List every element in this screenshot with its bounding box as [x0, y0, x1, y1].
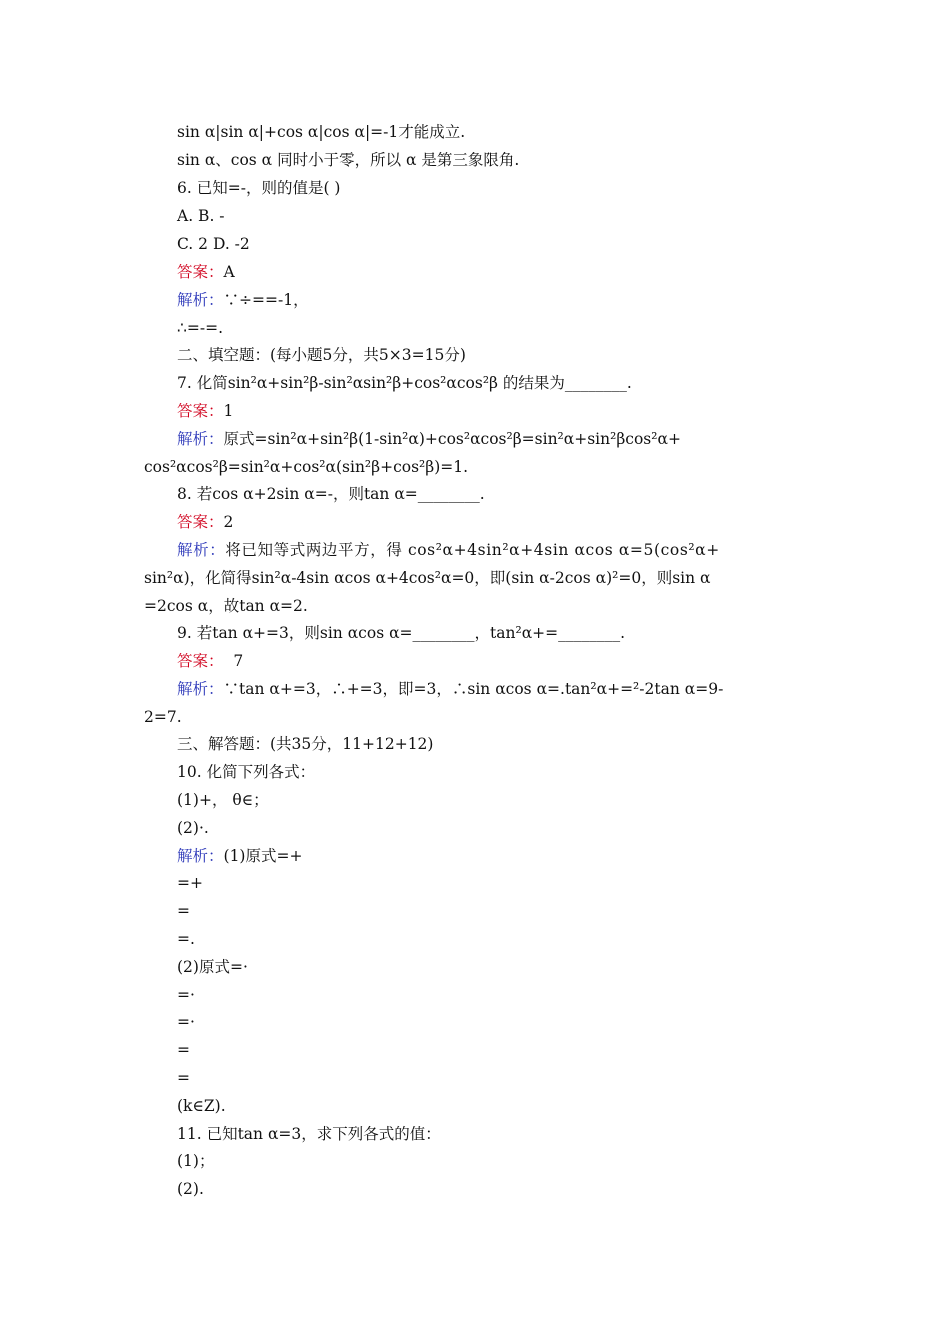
options-cd: C. 2 D. -2 [177, 235, 250, 253]
analysis-line [177, 540, 720, 560]
text-line: =. [177, 930, 195, 948]
answer-value: 1 [223, 402, 234, 420]
text-line: (k∈Z). [177, 1097, 226, 1115]
question-9: 9. 若tan α+=3，则sin αcos α=________，tan²α+=________. [177, 624, 626, 642]
question-7: 7. 化简sin²α+sin²β-sin²αsin²β+cos²αcos²β 的结果为________. [177, 374, 632, 392]
answer-line [177, 651, 243, 671]
answer-label: 答案： [177, 402, 224, 420]
analysis-text: (1)原式=+ [223, 847, 303, 865]
text-line: 2=7. [144, 708, 182, 726]
analysis-text: ∵tan α+=3，∴+=3，即=3，∴sin αcos α=.tan²α+=²-2tan α=9- [223, 680, 724, 698]
text-line: (1)+， θ∈； [177, 791, 269, 809]
text-line: =· [177, 986, 195, 1004]
analysis-label: 解析： [177, 541, 226, 559]
question-6: 6. 已知=-，则的值是( ) [177, 179, 341, 197]
answer-value: 7 [223, 652, 244, 670]
answer-value: 2 [223, 513, 234, 531]
answer-value: A [223, 263, 235, 281]
analysis-line [177, 679, 723, 699]
text-line: = [177, 1069, 190, 1087]
text-line: sin²α)，化简得sin²α-4sin αcos α+4cos²α=0，即(sin α-2cos α)²=0，则sin α [144, 569, 711, 587]
question-10: 10. 化简下列各式： [177, 763, 316, 781]
analysis-label: 解析： [177, 680, 224, 698]
analysis-label: 解析： [177, 430, 224, 448]
answer-line [177, 401, 233, 421]
text-line: (2)原式=· [177, 958, 248, 976]
text-line: = [177, 1041, 190, 1059]
answer-line [177, 262, 235, 282]
answer-label: 答案： [177, 513, 224, 531]
question-8: 8. 若cos α+2sin α=-，则tan α=________. [177, 485, 485, 503]
analysis-line [177, 429, 681, 449]
section-heading: 三、解答题：(共35分，11+12+12) [177, 735, 434, 753]
section-heading: 二、填空题：(每小题5分，共5×3=15分) [177, 346, 466, 364]
text-line: =2cos α，故tan α=2. [144, 597, 308, 615]
analysis-line [177, 846, 302, 866]
analysis-text: ∵÷==-1， [223, 291, 309, 309]
answer-label: 答案： [177, 652, 224, 670]
analysis-label: 解析： [177, 847, 224, 865]
analysis-label: 解析： [177, 291, 224, 309]
analysis-text: 原式=sin²α+sin²β(1-sin²α)+cos²αcos²β=sin²α+sin²βcos²α+ [223, 430, 681, 448]
analysis-text: 将已知等式两边平方，得 cos²α+4sin²α+4sin αcos α=5(cos²α+ [225, 541, 720, 559]
options-ab: A. B. - [177, 207, 225, 225]
text-line: ∴=-=. [177, 319, 224, 337]
text-line: =+ [177, 874, 203, 892]
text-line: sin α、cos α 同时小于零，所以 α 是第三象限角. [177, 151, 520, 169]
answer-line [177, 512, 233, 532]
text-line: (2)·. [177, 819, 209, 837]
text-line: (2). [177, 1180, 204, 1198]
text-line: (1)； [177, 1152, 215, 1170]
text-line: = [177, 902, 190, 920]
analysis-line [177, 290, 309, 310]
text-line: sin α|sin α|+cos α|cos α|=-1才能成立. [177, 123, 466, 141]
answer-label: 答案： [177, 263, 224, 281]
text-line: =· [177, 1013, 195, 1031]
text-line: cos²αcos²β=sin²α+cos²α(sin²β+cos²β)=1. [144, 458, 469, 476]
question-11: 11. 已知tan α=3，求下列各式的值： [177, 1125, 441, 1143]
